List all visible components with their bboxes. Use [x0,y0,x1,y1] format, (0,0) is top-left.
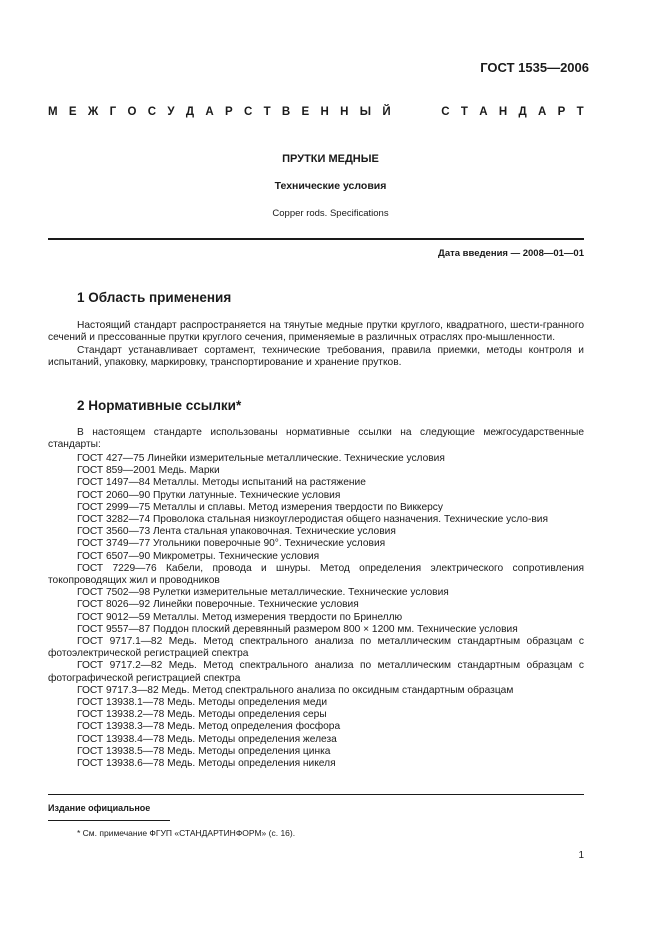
reference-item: ГОСТ 3282—74 Проволока стальная низкоуглеродистая общего назначения. Технические усло-вия [77,514,548,526]
banner-letter: Н [320,106,329,118]
section-2-intro-text: В настоящем стандарте использованы нормативные ссылки на следующие межгосударственные стандарты: [48,427,584,451]
banner-letter: Ж [87,106,99,118]
banner-letter: Е [301,106,310,118]
section-1-paragraph: Стандарт устанавливает сортамент, технические требования, правила приемки, методы контроля и испытаний, упаковку, маркировку, транспортирование и хранение прутков. [48,344,584,369]
reference-item: ГОСТ 7229—76 Кабели, провода и шнуры. Метод определения электрического сопротивления токопроводящих жил и проводников [48,562,584,587]
banner-letter: Ы [359,106,372,118]
banner-letter: В [281,106,291,118]
page-number: 1 [578,850,584,861]
reference-item: ГОСТ 2999—75 Металлы и сплавы. Метод измерения твердости по Виккерсу [77,501,443,513]
official-edition-label: Издание официальное [48,803,151,813]
banner-letter: Й [382,106,391,118]
reference-item: ГОСТ 427—75 Линейки измерительные металлические. Технические условия [77,453,445,464]
banner-letter: Н [340,106,349,118]
reference-item: ГОСТ 13938.5—78 Медь. Методы определения цинка [77,745,331,757]
reference-item: ГОСТ 9717.1—82 Медь. Метод спектрального анализа по металлическим стандартным образцам с фотоэлектрической регистрацией спектра [48,636,584,660]
banner-letter: Т [576,106,584,118]
banner-letter: С [243,106,253,118]
reference-item: ГОСТ 3560—73 Лента стальная упаковочная. Технические условия [77,526,396,538]
banner-letter: А [205,106,214,118]
reference-item: ГОСТ 7502—98 Рулетки измерительные металлические. Технические условия [77,587,449,599]
section-2-heading: 2 Нормативные ссылки* [77,398,242,413]
reference-item: ГОСТ 9717.3—82 Медь. Метод спектрального анализа по оксидным стандартным образцам [77,684,514,696]
reference-item: ГОСТ 13938.6—78 Медь. Методы определения никеля [77,758,336,770]
banner-letter: Д [518,106,527,118]
banner-letter: Н [498,106,508,118]
introduction-date: Дата введения — 2008—01—01 [438,248,584,259]
banner-letter: С [441,106,450,118]
reference-item: ГОСТ 3749—77 Угольники поверочные 90°. Технические условия [77,538,386,550]
banner-letter: Е [68,106,77,118]
section-1-paragraph: Настоящий стандарт распространяется на тянутые медные прутки круглого, квадратного, шести-гранного сечений и прессованные прутки круглого сечения, применяемые в различных отраслях про-мышленности. [48,320,584,344]
banner-letter: Р [557,106,566,118]
title-divider [48,238,584,240]
banner-letter: А [479,106,488,118]
footnote: * См. примечание ФГУП «СТАНДАРТИНФОРМ» (с. 16). [77,828,296,838]
reference-item: ГОСТ 13938.4—78 Медь. Методы определения железа [77,733,337,745]
reference-item: ГОСТ 13938.1—78 Медь. Методы определения меди [77,697,328,709]
banner-letter: Р [224,106,233,118]
banner-letter: Д [185,106,195,118]
banner-letter: С [147,106,157,118]
footer-divider [48,794,584,795]
section-2-intro [48,427,584,452]
banner-letter: О [127,106,137,118]
reference-item: ГОСТ 1497—84 Металлы. Методы испытаний на растяжение [77,477,366,489]
banner-letter: Т [263,106,271,118]
english-title: Copper rods. Specifications [272,208,389,219]
reference-item: ГОСТ 9717.2—82 Медь. Метод спектрального анализа по металлическим стандартным образцам с фотографической регистрацией спектра [48,660,584,684]
document-number: ГОСТ 1535—2006 [480,60,589,75]
banner-letter: У [167,106,175,118]
section-1-body [48,320,584,370]
banner-letter: Т [460,106,468,118]
reference-item: ГОСТ 6507—90 Микрометры. Технические условия [77,550,320,562]
reference-item: ГОСТ 2060—90 Прутки латунные. Технические условия [77,489,341,501]
banner-letter: А [537,106,547,118]
reference-item: ГОСТ 13938.2—78 Медь. Методы определения серы [77,709,327,721]
banner-word-gap [402,106,430,118]
footnote-divider [48,820,170,821]
reference-item: ГОСТ 9012—59 Металлы. Метод измерения твердости по Бринеллю [77,611,403,623]
reference-item: ГОСТ 8026—92 Линейки поверочные. Технические условия [77,599,359,611]
standard-banner [48,106,584,118]
section-1-heading: 1 Область применения [77,290,232,305]
reference-item: ГОСТ 859—2001 Медь. Марки [77,465,220,477]
document-title: ПРУТКИ МЕДНЫЕ [282,153,379,165]
document-subtitle: Технические условия [274,180,387,192]
banner-letter: Г [109,106,117,118]
reference-item: ГОСТ 9557—87 Поддон плоский деревянный размером 800 × 1200 мм. Технические условия [77,623,518,635]
normative-references-list [48,453,584,770]
banner-letter: М [48,106,58,118]
reference-item: ГОСТ 13938.3—78 Медь. Метод определения фосфора [77,721,341,733]
